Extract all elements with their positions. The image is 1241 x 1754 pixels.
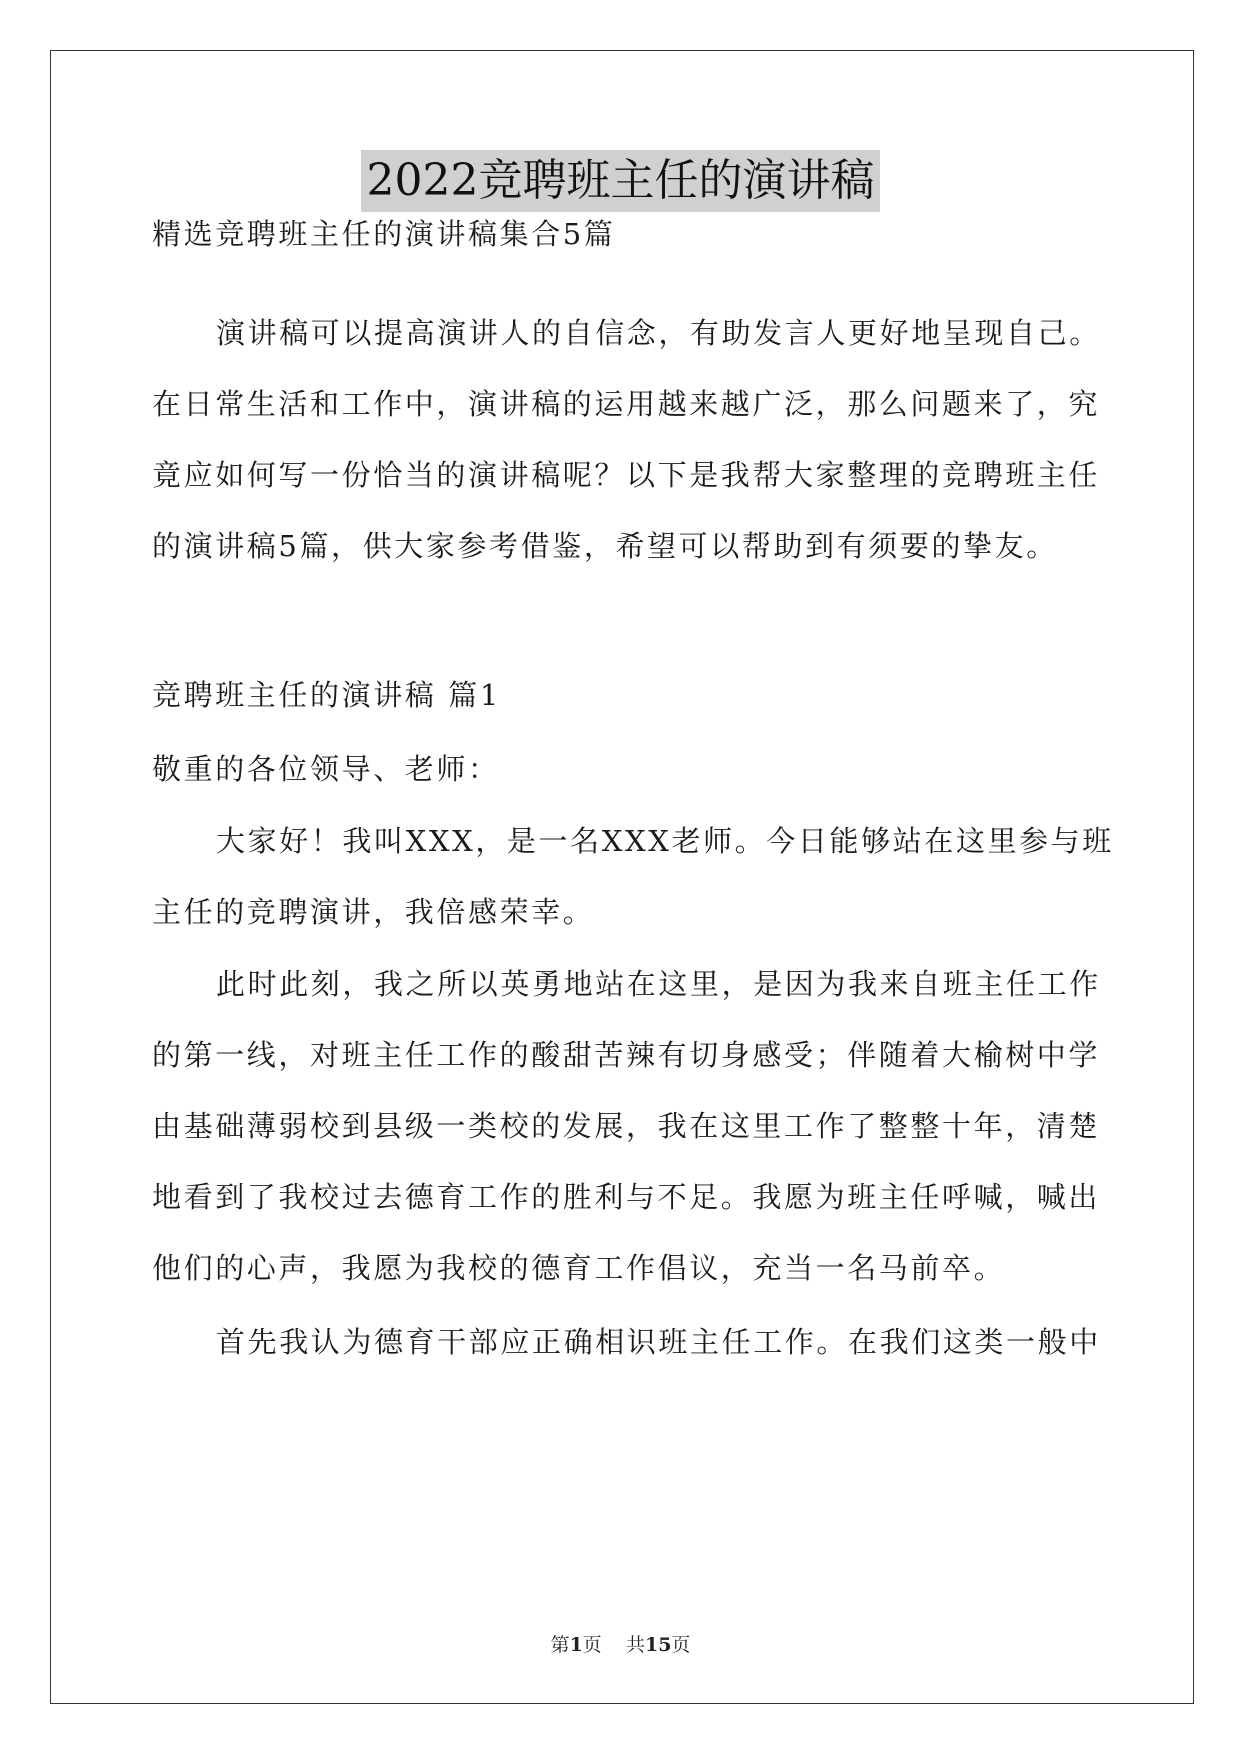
paragraph-line: 由基础薄弱校到县级一类校的发展，我在这里工作了整整十年，清楚: [152, 1109, 1101, 1143]
page-border: [50, 50, 1194, 1704]
title-wrap: [0, 150, 1241, 212]
footer-mid: 页 共: [582, 1634, 645, 1656]
paragraph-line: 此时此刻，我之所以英勇地站在这里，是因为我来自班主任工作: [216, 967, 1101, 1001]
paragraph-line: 的第一线，对班主任工作的酸甜苦辣有切身感受；伴随着大榆树中学: [152, 1038, 1101, 1072]
intro-line: 演讲稿可以提高演讲人的自信念，有助发言人更好地呈现自己。: [216, 316, 1101, 350]
subtitle: 精选竞聘班主任的演讲稿集合5篇: [152, 217, 616, 251]
footer-suffix: 页: [671, 1634, 691, 1656]
intro-line: 的演讲稿5篇，供大家参考借鉴，希望可以帮助到有须要的挚友。: [152, 529, 1058, 563]
footer-prefix: 第: [550, 1634, 570, 1656]
intro-line: 在日常生活和工作中，演讲稿的运用越来越广泛，那么问题来了，究: [152, 387, 1101, 421]
salutation: 敬重的各位领导、老师：: [152, 752, 500, 786]
intro-line: 竟应如何写一份恰当的演讲稿呢？以下是我帮大家整理的竞聘班主任: [152, 458, 1101, 492]
total-pages-number: 15: [644, 1634, 672, 1656]
paragraph-line: 他们的心声，我愿为我校的德育工作倡议，充当一名马前卒。: [152, 1251, 1006, 1285]
current-page-number: 1: [569, 1634, 583, 1656]
document-title: 2022竞聘班主任的演讲稿: [361, 150, 881, 212]
paragraph-line: 地看到了我校过去德育工作的胜利与不足。我愿为班主任呼喊，喊出: [152, 1180, 1101, 1214]
paragraph-line: 大家好！我叫XXX，是一名XXX老师。今日能够站在这里参与班: [216, 824, 1114, 858]
page-footer: [0, 1630, 1241, 1657]
paragraph-line: 主任的竞聘演讲，我倍感荣幸。: [152, 895, 595, 929]
section-heading: 竞聘班主任的演讲稿 篇1: [152, 678, 501, 712]
paragraph-line: 首先我认为德育干部应正确相识班主任工作。在我们这类一般中: [216, 1325, 1101, 1359]
